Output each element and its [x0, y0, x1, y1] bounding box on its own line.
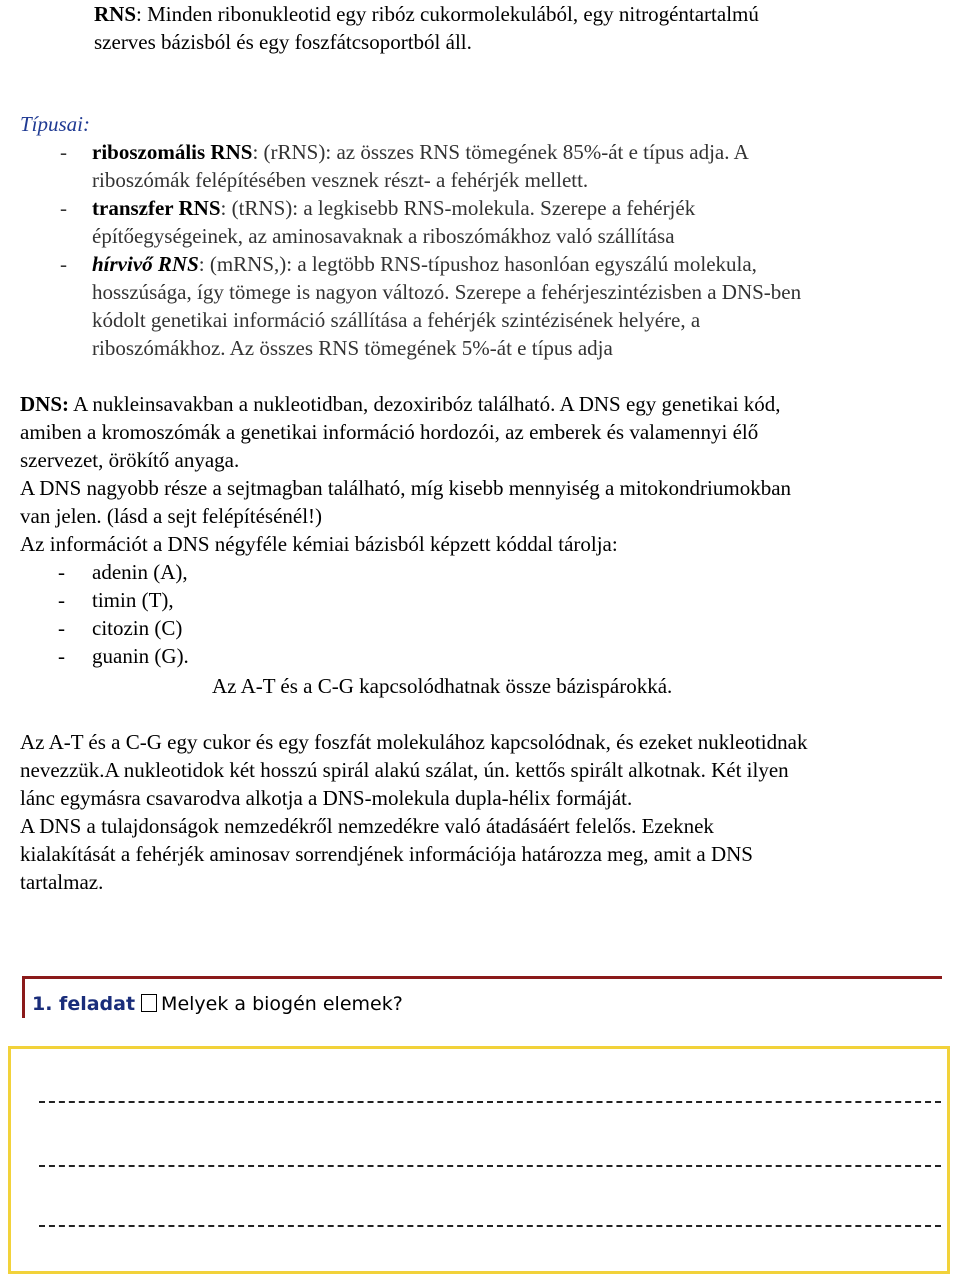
rns-definition-text: : Minden ribonukleotid egy ribóz cukormolekulából, egy nitrogéntartalmú: [136, 2, 759, 26]
rrns-term: riboszomális RNS: [92, 140, 253, 164]
list-dash: -: [60, 140, 67, 164]
task-header-top-border: [22, 976, 942, 979]
rrns-text: : (rRNS): az összes RNS tömegének 85%-át e típus adja. A: [252, 140, 749, 164]
dns-text: A nukleinsavakban a nukleotidban, dezoxiribóz található. A DNS egy genetikai kód,: [69, 392, 781, 416]
list-dash: -: [58, 644, 65, 668]
trns-text: : (tRNS): a legkisebb RNS-molekula.: [220, 196, 535, 220]
nucleotide-line2: nevezzük.A nukleotidok két hosszú spirál alakú szálat, ún. kettős spirált alkotnak. Két ilyen: [20, 758, 789, 782]
answer-box[interactable]: [8, 1046, 950, 1274]
nucleotide-line5: kialakítását a fehérjék aminosav sorrendjének információja határozza meg, amit a DNS: [20, 842, 753, 866]
trns-line1: [92, 194, 695, 222]
dns-line6: Az információt a DNS négyféle kémiai bázisból képzett kóddal tárolja:: [20, 532, 618, 556]
mrns-term: hírvivő RNS: [92, 252, 199, 276]
list-dash: -: [58, 616, 65, 640]
answer-line-3[interactable]: [39, 1225, 941, 1227]
list-dash: -: [60, 196, 67, 220]
task-header: [32, 993, 403, 1015]
nucleotide-line4: A DNS a tulajdonságok nemzedékről nemzedékre való átadásáért felelős. Ezeknek: [20, 814, 714, 838]
checkbox-icon: [141, 994, 157, 1012]
base-adenin: adenin (A),: [92, 560, 188, 584]
trns-text-2: Szerepe a fehérjék: [534, 196, 696, 220]
list-dash: -: [58, 588, 65, 612]
rrns-line1: [92, 138, 749, 166]
dns-line5: van jelen. (lásd a sejt felépítésénél!): [20, 504, 323, 528]
base-citozin: citozin (C): [92, 616, 183, 640]
dns-line2: amiben a kromoszómák a genetikai információ hordozói, az emberek és valamennyi élő: [20, 420, 759, 444]
mrns-line2: hosszúsága, így tömege is nagyon változó. Szerepe a fehérjeszintézisben a DNS-ben: [92, 280, 802, 304]
list-dash: -: [58, 560, 65, 584]
rns-definition-line1: [94, 0, 759, 28]
nucleotide-line6: tartalmaz.: [20, 870, 104, 894]
task-label: 1. feladat: [32, 993, 136, 1015]
nucleotide-line1: Az A-T és a C-G egy cukor és egy foszfát molekulához kapcsolódnak, és ezeket nukleotidnak: [20, 730, 808, 754]
mrns-text: : (mRNS,): a legtöbb RNS-típushoz hasonlóan egyszálú molekula,: [198, 252, 757, 276]
dns-line1: [20, 390, 781, 418]
nucleotide-line3: lánc egymásra csavarodva alkotja a DNS-molekula dupla-hélix formáját.: [20, 786, 633, 810]
base-timin: timin (T),: [92, 588, 174, 612]
mrns-line3: kódolt genetikai információ szállítása a fehérjék szintézisének helyére, a: [92, 308, 701, 332]
task-header-left-border: [22, 976, 25, 1018]
answer-line-2[interactable]: [39, 1165, 941, 1167]
answer-line-1[interactable]: [39, 1101, 941, 1103]
dns-line3: szervezet, örökítő anyaga.: [20, 448, 240, 472]
types-heading: Típusai:: [20, 112, 91, 136]
base-guanin: guanin (G).: [92, 644, 189, 668]
mrns-line4: riboszómákhoz. Az összes RNS tömegének 5%-át e típus adja: [92, 336, 613, 360]
task-question: Melyek a biogén elemek?: [161, 993, 403, 1015]
trns-line2: építőegységeinek, az aminosavaknak a riboszómákhoz való szállítása: [92, 224, 675, 248]
list-dash: -: [60, 252, 67, 276]
dns-term: DNS:: [20, 392, 70, 416]
rrns-line2: riboszómák felépítésében vesznek részt- a fehérjék mellett.: [92, 168, 589, 192]
dns-line4: A DNS nagyobb része a sejtmagban található, míg kisebb mennyiség a mitokondriumokban: [20, 476, 792, 500]
mrns-line1: [92, 250, 757, 278]
rns-term: RNS: [94, 2, 137, 26]
rns-definition-line2: szerves bázisból és egy foszfátcsoportból áll.: [94, 30, 472, 54]
base-pairing: Az A-T és a C-G kapcsolódhatnak össze bázispárokká.: [212, 674, 673, 698]
trns-term: transzfer RNS: [92, 196, 221, 220]
